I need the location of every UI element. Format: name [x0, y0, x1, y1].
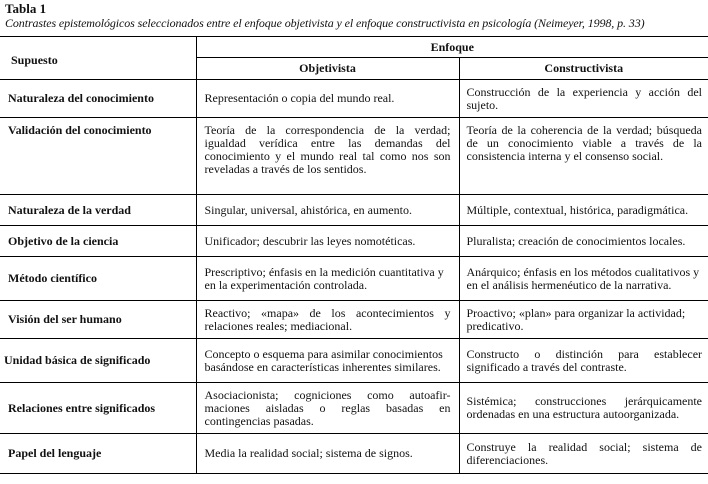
- comparison-table: [0, 36, 708, 474]
- table-row: [0, 339, 708, 383]
- row-objetivista: Singular, universal, ahistórica, en aumento.: [196, 195, 459, 226]
- row-constructivista: Anárquico; énfasis en los métodos cualitativos y en el análisis hermenéutico de la narrativa.: [459, 257, 708, 301]
- row-constructivista: Sistémica; construcciones jerárquicamente ordenadas en una estructura autoorganizada.: [459, 383, 708, 434]
- table-row: [0, 80, 708, 118]
- row-constructivista: Proactivo; «plan» para organizar la actividad; predicativo.: [459, 301, 708, 339]
- row-objetivista: Unificador; descubrir las leyes nomotéticas.: [196, 226, 459, 257]
- table-row: [0, 434, 708, 474]
- row-objetivista: Concepto o esquema para asimilar conocimientos basándose en características inherentes similares.: [196, 339, 459, 383]
- row-constructivista: Construcción de la experiencia y acción del sujeto.: [459, 80, 708, 118]
- table-row: [0, 118, 708, 195]
- header-supuesto: Supuesto: [0, 37, 196, 80]
- table-row: [0, 301, 708, 339]
- row-constructivista: Teoría de la coherencia de la verdad; búsqueda de un conocimiento viable a través de la consistencia interna y el consenso social.: [459, 118, 708, 195]
- row-supuesto: Unidad básica de significado: [0, 339, 196, 383]
- row-constructivista: Múltiple, contextual, histórica, paradigmática.: [459, 195, 708, 226]
- header-objetivista: Objetivista: [196, 58, 459, 80]
- row-constructivista: Pluralista; creación de conocimientos locales.: [459, 226, 708, 257]
- row-objetivista: Asociacionista; cogniciones como autoafir-maciones aisladas o reglas basadas en contingencias pasadas.: [196, 383, 459, 434]
- header-enfoque: Enfoque: [196, 37, 708, 58]
- row-supuesto: Naturaleza del conocimiento: [0, 80, 196, 118]
- table-row: [0, 383, 708, 434]
- row-constructivista: Construye la realidad social; sistema de diferenciaciones.: [459, 434, 708, 474]
- table-row: [0, 257, 708, 301]
- row-constructivista: Constructo o distinción para establecer significado a través del contraste.: [459, 339, 708, 383]
- row-supuesto: Método científico: [0, 257, 196, 301]
- row-supuesto: Visión del ser humano: [0, 301, 196, 339]
- row-objetivista: Prescriptivo; énfasis en la medición cuantitativa y en la experimentación controlada.: [196, 257, 459, 301]
- row-objetivista: Media la realidad social; sistema de signos.: [196, 434, 459, 474]
- row-supuesto: Papel del lenguaje: [0, 434, 196, 474]
- row-objetivista: Teoría de la correspondencia de la verdad; igualdad verídica entre las demandas del conocimiento y el mundo real tal como nos son reveladas a través de los sentidos.: [196, 118, 459, 195]
- table-row: [0, 195, 708, 226]
- table-row: [0, 226, 708, 257]
- row-objetivista: Representación o copia del mundo real.: [196, 80, 459, 118]
- row-objetivista: Reactivo; «mapa» de los acontecimientos y relaciones reales; mediacional.: [196, 301, 459, 339]
- row-supuesto: Relaciones entre significados: [0, 383, 196, 434]
- header-constructivista: Constructivista: [459, 58, 708, 80]
- row-supuesto: Objetivo de la ciencia: [0, 226, 196, 257]
- row-supuesto: Validación del conocimiento: [0, 118, 196, 195]
- row-supuesto: Naturaleza de la verdad: [0, 195, 196, 226]
- table-caption: Contrastes epistemológicos seleccionados entre el enfoque objetivista y el enfoque constructivista en psicología (Neimeyer, 1998, p. 33): [5, 16, 645, 30]
- table-number: Tabla 1: [5, 1, 47, 16]
